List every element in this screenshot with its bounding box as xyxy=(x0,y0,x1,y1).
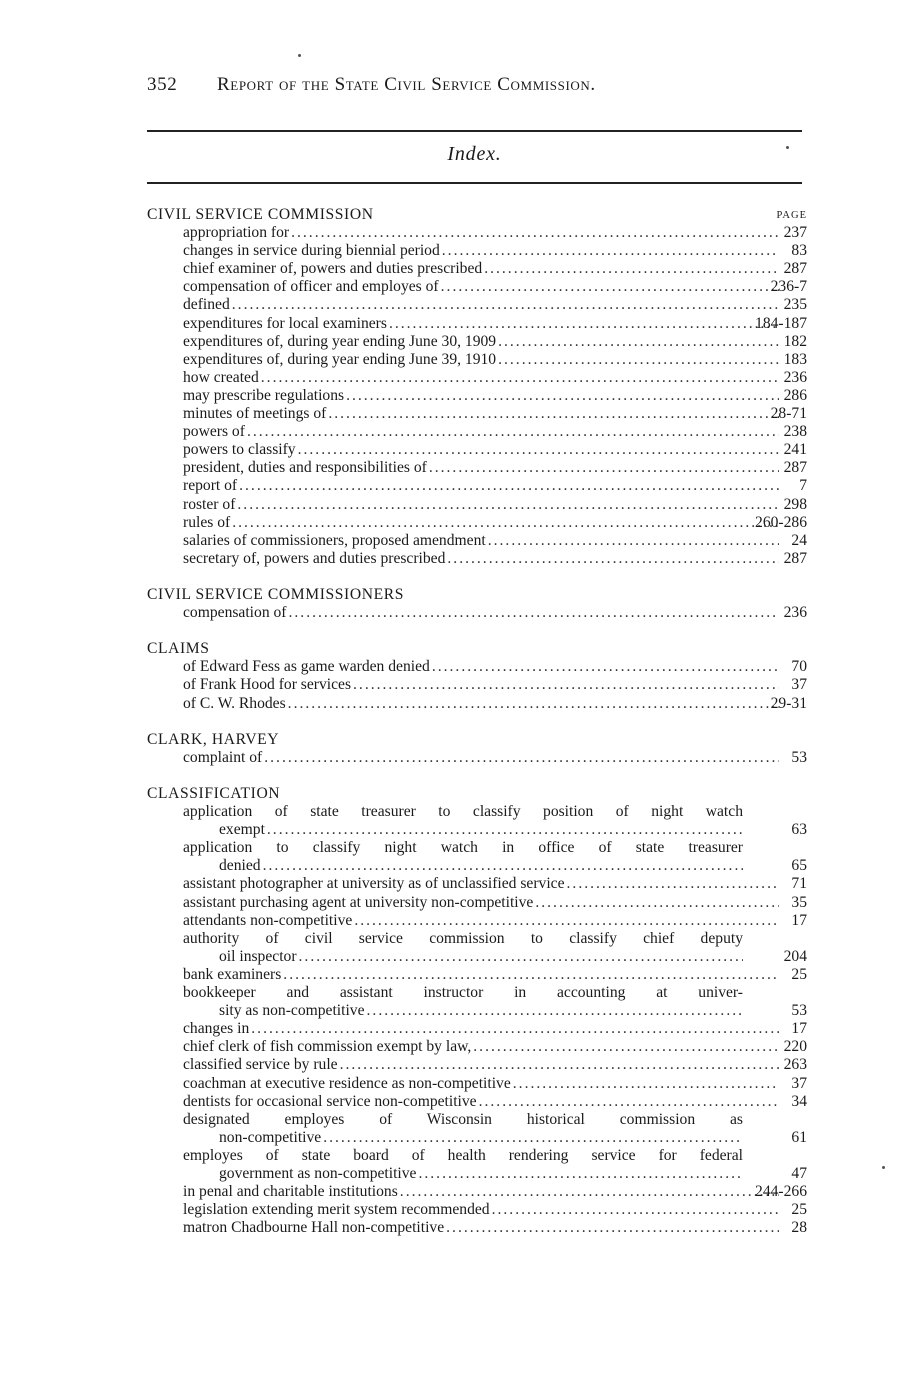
entry-text: complaint of xyxy=(183,748,263,766)
leader-dots xyxy=(251,1020,779,1038)
entry-text: dentists for occasional service non-competitive xyxy=(183,1092,477,1110)
leader-dots xyxy=(353,676,779,694)
index-entry xyxy=(183,1075,807,1093)
leader-dots xyxy=(323,1129,743,1147)
entry-page-number: 65 xyxy=(791,857,807,875)
index-section xyxy=(147,640,807,712)
entry-page-number: 29-31 xyxy=(770,694,807,712)
entry-page-number: 37 xyxy=(791,1074,807,1092)
index-entry xyxy=(183,224,807,242)
section-heading-text: CLARK, HARVEY xyxy=(147,730,280,748)
leader-dots xyxy=(446,1219,779,1237)
index-entry xyxy=(183,966,807,984)
section-heading-text: CIVIL SERVICE COMMISSION xyxy=(147,206,374,223)
entry-text-continued: denied xyxy=(219,857,261,875)
index-entry xyxy=(183,260,807,278)
index-entry xyxy=(183,1111,807,1147)
leader-dots xyxy=(346,387,779,405)
leader-dots xyxy=(492,1201,779,1219)
entry-text-continued: sity as non-competitive xyxy=(219,1002,365,1020)
leader-dots xyxy=(418,1165,743,1183)
entry-text: report of xyxy=(183,477,238,495)
index-entry xyxy=(183,405,807,423)
entry-text: designated employes of Wisconsin historical commission as xyxy=(183,1110,743,1128)
top-rule xyxy=(147,130,802,132)
entry-text: may prescribe regulations xyxy=(183,386,345,404)
entry-page-number: 236 xyxy=(783,368,807,386)
entry-page-number: 61 xyxy=(791,1128,807,1146)
entry-page-number: 34 xyxy=(791,1092,807,1110)
entry-page-number: 24 xyxy=(791,531,807,549)
entry-page-number: 71 xyxy=(791,875,807,893)
index-entry xyxy=(183,1219,807,1237)
index-entry xyxy=(183,984,807,1020)
index-entry xyxy=(183,1201,807,1219)
leader-dots xyxy=(232,296,779,314)
leader-dots xyxy=(267,821,743,839)
entry-page-number: 28-71 xyxy=(770,405,807,423)
index-entry xyxy=(183,550,807,568)
entry-text: classified service by rule xyxy=(183,1056,338,1074)
entry-text: coachman at executive residence as non-competitive xyxy=(183,1074,511,1092)
leader-dots xyxy=(298,441,779,459)
entry-text: president, duties and responsibilities of xyxy=(183,459,427,477)
leader-dots xyxy=(239,477,779,495)
index-entry xyxy=(183,423,807,441)
index-entry xyxy=(183,930,807,966)
entry-text: how created xyxy=(183,368,259,386)
entry-text: of Frank Hood for services xyxy=(183,676,352,694)
entry-text-continued: oil inspector xyxy=(219,947,297,965)
leader-dots xyxy=(264,749,779,767)
entry-page-number: 7 xyxy=(799,477,807,495)
index-entry xyxy=(183,477,807,495)
entry-page-number: 235 xyxy=(783,296,807,314)
entry-text: rules of xyxy=(183,513,231,531)
bottom-rule xyxy=(147,182,802,184)
index-entry xyxy=(183,658,807,676)
section-heading xyxy=(147,586,807,604)
entry-page-number: 184-187 xyxy=(755,314,807,332)
entry-text: salaries of commissioners, proposed amendment xyxy=(183,531,486,549)
entry-text-continued: government as non-competitive xyxy=(219,1164,417,1182)
entry-text: expenditures of, during year ending June 30, 1909 xyxy=(183,332,497,350)
entry-page-number: 241 xyxy=(783,441,807,459)
leader-dots xyxy=(498,333,779,351)
entry-text: of Edward Fess as game warden denied xyxy=(183,658,430,676)
page-column-label: PAGE xyxy=(776,210,807,221)
entry-text: application to classify night watch in office of state treasurer xyxy=(183,839,743,857)
entry-text: powers of xyxy=(183,423,245,441)
section-heading xyxy=(147,206,807,224)
entry-text: compensation of xyxy=(183,604,287,622)
speck xyxy=(298,54,301,57)
index-entry xyxy=(183,894,807,912)
index-entry xyxy=(183,514,807,532)
entry-text: defined xyxy=(183,296,230,314)
entry-text: minutes of meetings of xyxy=(183,405,327,423)
index-entry xyxy=(183,604,807,622)
entry-text-continued: exempt xyxy=(219,821,265,839)
section-heading xyxy=(147,731,807,749)
leader-dots xyxy=(479,1093,779,1111)
leader-dots xyxy=(299,948,743,966)
entry-text: assistant photographer at university as of unclassified service xyxy=(183,875,565,893)
entry-text: bank examiners xyxy=(183,965,282,983)
entry-text-continued: non-competitive xyxy=(219,1128,322,1146)
leader-dots xyxy=(340,1056,779,1074)
index-entry xyxy=(183,1056,807,1074)
leader-dots xyxy=(289,604,780,622)
leader-dots xyxy=(247,423,779,441)
running-title: Report of the State Civil Service Commission. xyxy=(217,74,596,95)
entry-text: changes in service during biennial period xyxy=(183,242,440,260)
leader-dots xyxy=(535,894,779,912)
leader-dots xyxy=(447,550,779,568)
index-entry xyxy=(183,496,807,514)
entry-text: expenditures of, during year ending June 39, 1910 xyxy=(183,350,497,368)
index-entry xyxy=(183,441,807,459)
leader-dots xyxy=(400,1183,779,1201)
entry-page-number: 244-266 xyxy=(755,1183,807,1201)
entry-text: secretary of, powers and duties prescribed xyxy=(183,549,446,567)
index-entry xyxy=(183,351,807,369)
entry-page-number: 263 xyxy=(783,1056,807,1074)
index-section xyxy=(147,206,807,568)
leader-dots xyxy=(237,496,779,514)
index-entry xyxy=(183,1183,807,1201)
entry-text: expenditures for local examiners xyxy=(183,314,387,332)
index-entry xyxy=(183,296,807,314)
leader-dots xyxy=(484,260,779,278)
entry-text: application of state treasurer to classify position of night watch xyxy=(183,803,743,821)
index-entry xyxy=(183,839,807,875)
entry-page-number: 47 xyxy=(791,1164,807,1182)
index-content xyxy=(147,206,807,1237)
index-entry xyxy=(183,459,807,477)
entry-page-number: 183 xyxy=(783,350,807,368)
entry-text: changes in xyxy=(183,1020,250,1038)
leader-dots xyxy=(389,315,779,333)
entry-page-number: 286 xyxy=(783,386,807,404)
entry-page-number: 237 xyxy=(783,224,807,242)
index-title: Index. xyxy=(447,143,502,165)
leader-dots xyxy=(567,875,779,893)
index-entry xyxy=(183,278,807,296)
leader-dots xyxy=(291,224,779,242)
leader-dots xyxy=(288,695,779,713)
index-section xyxy=(147,731,807,767)
entry-page-number: 63 xyxy=(791,821,807,839)
section-heading-text: CLAIMS xyxy=(147,640,210,658)
entry-text: assistant purchasing agent at university non-competitive xyxy=(183,893,534,911)
index-entry xyxy=(183,749,807,767)
leader-dots xyxy=(261,369,779,387)
index-entry xyxy=(183,676,807,694)
entry-page-number: 17 xyxy=(791,911,807,929)
section-heading-text: CIVIL SERVICE COMMISSIONERS xyxy=(147,585,404,603)
entry-page-number: 83 xyxy=(791,242,807,260)
entry-page-number: 220 xyxy=(783,1038,807,1056)
entry-page-number: 298 xyxy=(783,495,807,513)
index-entry xyxy=(183,387,807,405)
speck xyxy=(882,1166,885,1169)
entry-page-number: 287 xyxy=(783,260,807,278)
speck xyxy=(786,146,789,149)
index-entry xyxy=(183,803,807,839)
entry-text: powers to classify xyxy=(183,441,296,459)
leader-dots xyxy=(263,857,743,875)
entry-page-number: 17 xyxy=(791,1020,807,1038)
leader-dots xyxy=(441,278,779,296)
leader-dots xyxy=(328,405,779,423)
entry-page-number: 25 xyxy=(791,1201,807,1219)
entry-text: matron Chadbourne Hall non-competitive xyxy=(183,1219,445,1237)
entry-page-number: 236-7 xyxy=(770,278,807,296)
entry-page-number: 238 xyxy=(783,423,807,441)
index-entry xyxy=(183,1038,807,1056)
leader-dots xyxy=(354,912,779,930)
index-entry xyxy=(183,1147,807,1183)
leader-dots xyxy=(232,514,779,532)
leader-dots xyxy=(513,1075,779,1093)
index-section xyxy=(147,785,807,1237)
entry-text: chief clerk of fish commission exempt by law, xyxy=(183,1038,472,1056)
entry-page-number: 37 xyxy=(791,676,807,694)
entry-text: authority of civil service commission to classify chief deputy xyxy=(183,929,743,947)
index-entry xyxy=(183,369,807,387)
index-entry xyxy=(183,1020,807,1038)
entry-text: in penal and charitable institutions xyxy=(183,1183,398,1201)
leader-dots xyxy=(498,351,779,369)
index-entry xyxy=(183,912,807,930)
entry-page-number: 182 xyxy=(783,332,807,350)
entry-text: bookkeeper and assistant instructor in accounting at univer- xyxy=(183,984,743,1002)
page-number: 352 xyxy=(147,74,178,95)
entry-page-number: 70 xyxy=(791,658,807,676)
entry-page-number: 53 xyxy=(791,1002,807,1020)
leader-dots xyxy=(283,966,779,984)
index-entry xyxy=(183,242,807,260)
entry-page-number: 287 xyxy=(783,549,807,567)
entry-page-number: 28 xyxy=(791,1219,807,1237)
entry-text: roster of xyxy=(183,495,236,513)
section-heading xyxy=(147,785,807,803)
entry-page-number: 35 xyxy=(791,893,807,911)
entry-text: compensation of officer and employes of xyxy=(183,278,439,296)
leader-dots xyxy=(429,459,779,477)
entry-text: of C. W. Rhodes xyxy=(183,694,286,712)
entry-page-number: 236 xyxy=(783,604,807,622)
index-section xyxy=(147,586,807,622)
index-entry xyxy=(183,315,807,333)
index-entry xyxy=(183,333,807,351)
leader-dots xyxy=(367,1002,743,1020)
entry-text: appropriation for xyxy=(183,224,290,242)
leader-dots xyxy=(432,658,779,676)
leader-dots xyxy=(442,242,779,260)
index-entry xyxy=(183,695,807,713)
index-entry xyxy=(183,532,807,550)
entry-text: attendants non-competitive xyxy=(183,911,353,929)
section-heading-text: CLASSIFICATION xyxy=(147,785,281,802)
entry-page-number: 53 xyxy=(791,748,807,766)
leader-dots xyxy=(488,532,779,550)
entry-page-number: 260-286 xyxy=(755,513,807,531)
entry-page-number: 204 xyxy=(783,947,807,965)
entry-text: legislation extending merit system recommended xyxy=(183,1201,490,1219)
index-entry xyxy=(183,1093,807,1111)
entry-text: employes of state board of health rendering service for federal xyxy=(183,1146,743,1164)
entry-page-number: 287 xyxy=(783,459,807,477)
leader-dots xyxy=(473,1038,779,1056)
section-heading xyxy=(147,640,807,658)
index-entry xyxy=(183,875,807,893)
entry-text: chief examiner of, powers and duties prescribed xyxy=(183,260,483,278)
entry-page-number: 25 xyxy=(791,965,807,983)
